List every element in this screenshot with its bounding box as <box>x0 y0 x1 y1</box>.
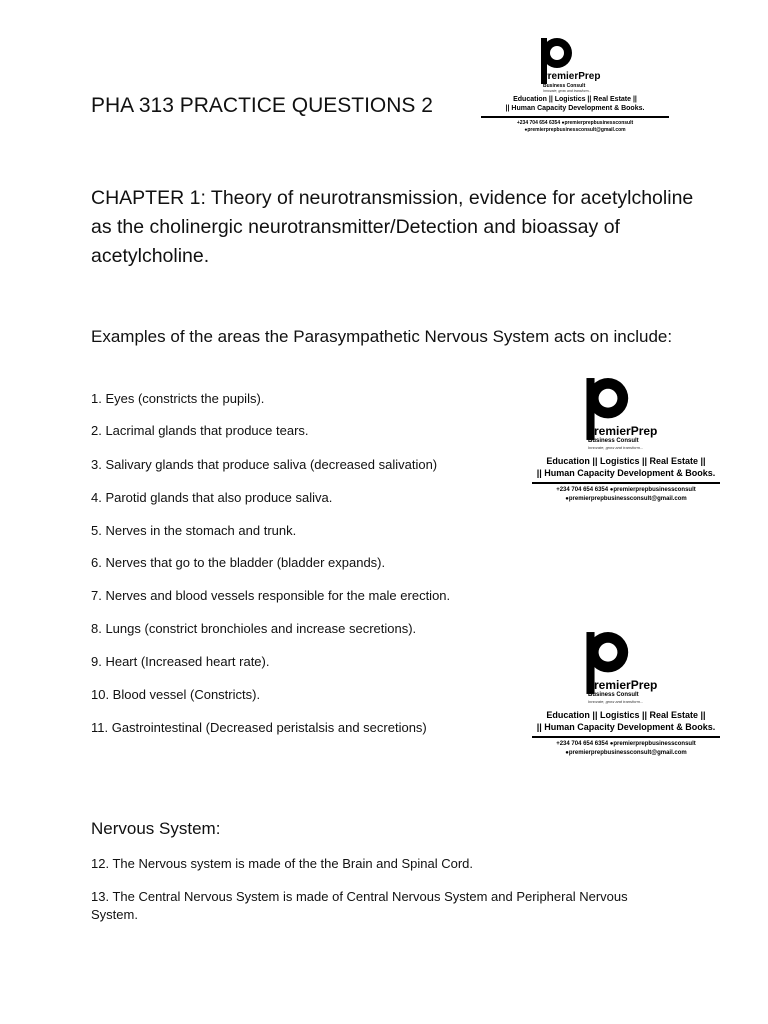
logo-brand: PremierPrep <box>541 71 601 82</box>
list-item: 8. Lungs (constrict bronchioles and increase secretions). <box>91 621 417 636</box>
section-heading-parasympathetic: Examples of the areas the Parasympathetic Nervous System acts on include: <box>91 327 673 346</box>
logo-brand: PremierPrep <box>586 678 658 692</box>
logo-services-line2: || Human Capacity Development & Books. <box>536 468 716 478</box>
list-item: 7. Nerves and blood vessels responsible for the male erection. <box>91 588 451 603</box>
logo-subtitle: Business Consult <box>543 83 586 89</box>
logo-tagline: Innovate, grow and transform... <box>588 445 644 450</box>
logo-services-line2: || Human Capacity Development & Books. <box>505 105 645 112</box>
logo-contact-email: ●premierprepbusinessconsult@gmail.com <box>565 496 687 502</box>
logo-services-line2: || Human Capacity Development & Books. <box>536 722 716 732</box>
company-logo <box>526 374 726 509</box>
logo-contact-phone: +234 704 654 6354 ●premierprepbusinessconsult <box>556 487 696 493</box>
logo-services-line1: Education || Logistics || Real Estate || <box>546 456 706 466</box>
logo-contact-phone: +234 704 654 6354 ●premierprepbusinessconsult <box>556 741 696 747</box>
logo-tagline: Innovate, grow and transform... <box>543 89 592 93</box>
list-item: 10. Blood vessel (Constricts). <box>91 687 261 702</box>
list-item: 3. Salivary glands that produce saliva (decreased salivation) <box>91 457 438 472</box>
logo-subtitle: Business Consult <box>588 438 639 444</box>
list-item: 2. Lacrimal glands that produce tears. <box>91 423 309 438</box>
list-item: 9. Heart (Increased heart rate). <box>91 654 270 669</box>
list-item: 13. The Central Nervous System is made of Central Nervous System and Peripheral Nervous System. <box>91 889 628 922</box>
section-heading-nervous-system: Nervous System: <box>91 819 221 838</box>
logo-contact-email: ●premierprepbusinessconsult@gmail.com <box>524 127 626 133</box>
logo-contact-phone: +234 704 654 6354 ●premierprepbusinessconsult <box>516 120 634 126</box>
company-logo <box>526 628 726 763</box>
list-item: 4. Parotid glands that also produce saliva. <box>91 490 333 505</box>
document-title: PHA 313 PRACTICE QUESTIONS 2 <box>91 94 433 117</box>
logo-subtitle: Business Consult <box>588 692 639 698</box>
list-item: 11. Gastrointestinal (Decreased peristalsis and secretions) <box>91 720 427 735</box>
logo-contact-email: ●premierprepbusinessconsult@gmail.com <box>565 750 687 756</box>
logo-brand: PremierPrep <box>586 424 658 438</box>
list-item: 6. Nerves that go to the bladder (bladder expands). <box>91 555 386 570</box>
logo-services-line1: Education || Logistics || Real Estate || <box>546 710 706 720</box>
logo-divider <box>532 736 720 738</box>
list-item: 5. Nerves in the stomach and trunk. <box>91 523 297 538</box>
logo-divider <box>532 482 720 484</box>
logo-services-line1: Education || Logistics || Real Estate || <box>513 96 637 103</box>
company-logo <box>475 35 675 140</box>
logo-tagline: Innovate, grow and transform... <box>588 699 644 704</box>
logo-divider <box>481 116 669 118</box>
chapter-heading: CHAPTER 1: Theory of neurotransmission, evidence for acetylcholine as the cholinergic neurotransmitter/Detection and bioassay of acetylcholine. <box>91 187 694 267</box>
list-item: 12. The Nervous system is made of the the Brain and Spinal Cord. <box>91 856 474 871</box>
list-item: 1. Eyes (constricts the pupils). <box>91 391 265 406</box>
